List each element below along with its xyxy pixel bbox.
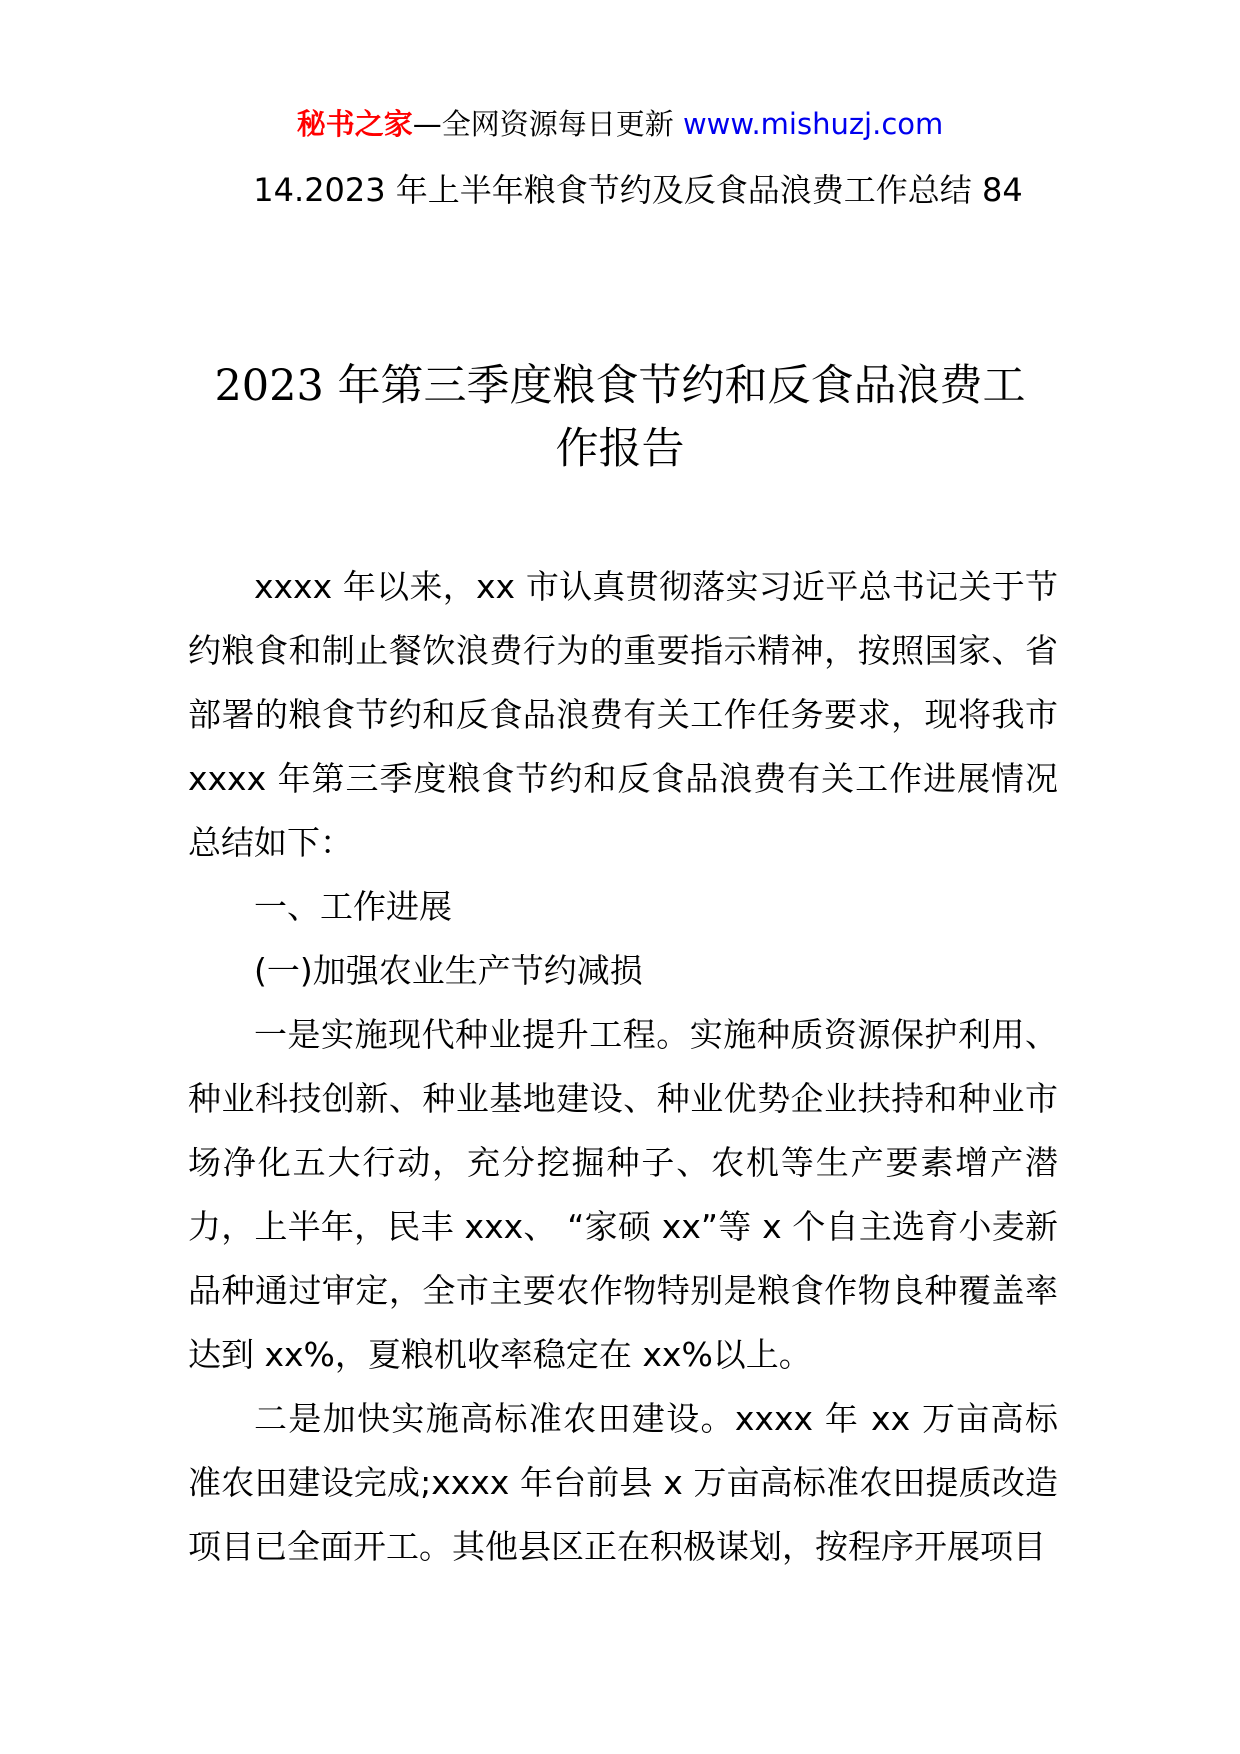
title-line-2: 作报告 — [555, 424, 685, 474]
document-body — [188, 555, 1058, 1579]
document-title — [190, 355, 1050, 481]
section-heading: 一、工作进展 — [254, 887, 452, 926]
body-paragraph-farmland: 二是加快实施高标准农田建设。xxxx 年 xx 万亩高标准农田建设完成;xxxx 年台前县 x 万亩高标准农田提质改造项目已全面开工。其他县区正在积极谋划，按程序开展项目 — [188, 1399, 1058, 1566]
site-url-link[interactable]: www.mishuzj.com — [682, 107, 944, 141]
subsection-heading: (一)加强农业生产节约减损 — [254, 951, 643, 990]
body-paragraph-seed-industry: 一是实施现代种业提升工程。实施种质资源保护利用、种业科技创新、种业基地建设、种业优势企业扶持和种业市场净化五大行动，充分挖掘种子、农机等生产要素增产潜力，上半年，民丰 xxx、 “家硕 xx”等 x 个自主选育小麦新品种通过审定，全市主要农作物特别是粮食作物良种覆盖率达到 xx%，夏粮机收率稳定在 xx%以上。 — [188, 1015, 1058, 1374]
site-header — [0, 104, 1240, 144]
title-line-1: 2023 年第三季度粮食节约和反食品浪费工 — [214, 361, 1026, 411]
brand-name: 秘书之家 — [296, 107, 413, 141]
document-reference: 14.2023 年上半年粮食节约及反食品浪费工作总结 84 — [253, 171, 1023, 209]
header-tagline: —全网资源每日更新 — [412, 107, 683, 141]
intro-paragraph: xxxx 年以来，xx 市认真贯彻落实习近平总书记关于节约粮食和制止餐饮浪费行为的重要指示精神，按照国家、省部署的粮食节约和反食品浪费有关工作任务要求，现将我市 xxxx 年第三季度粮食节约和反食品浪费有关工作进展情况总结如下： — [188, 567, 1058, 862]
